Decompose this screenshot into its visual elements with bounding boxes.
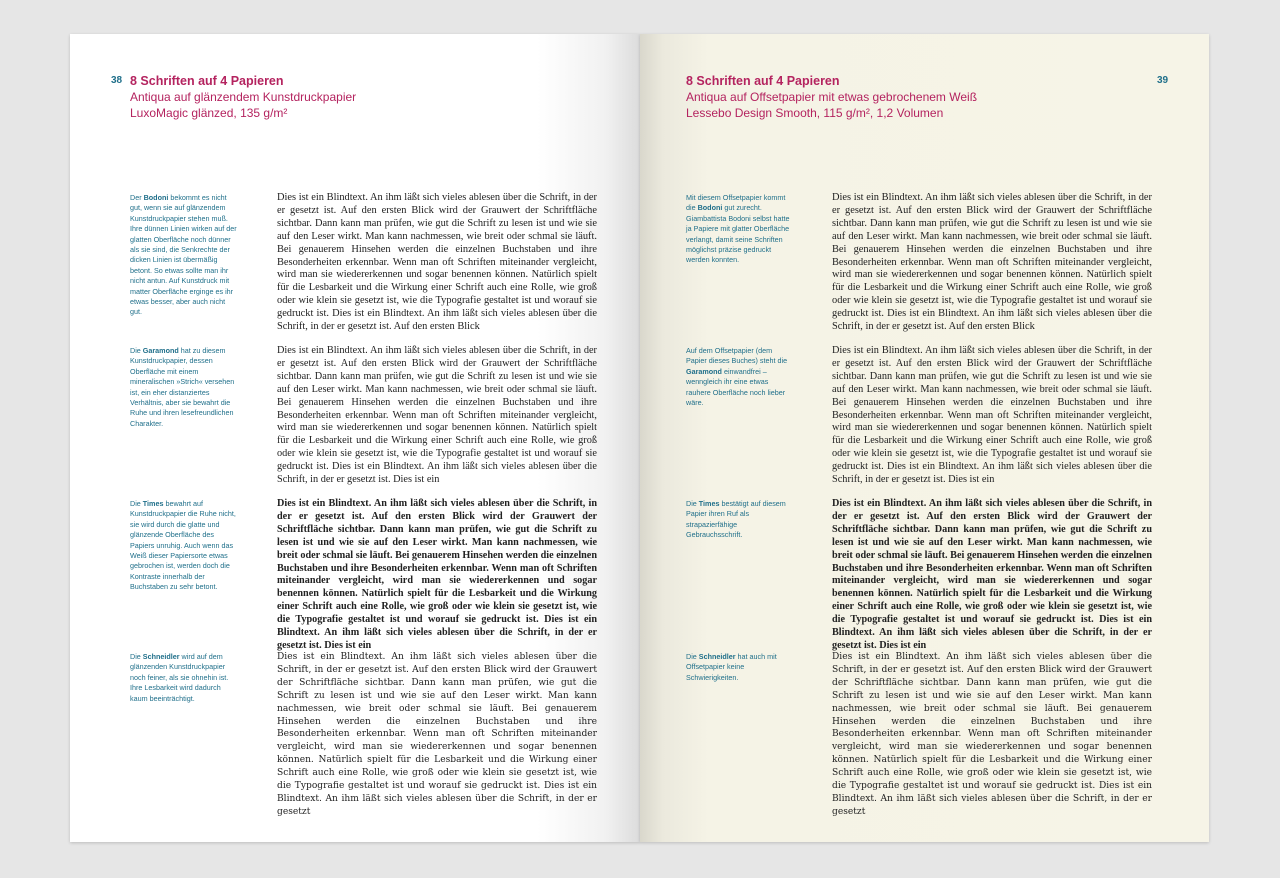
right-page-subtitle-spec: Lessebo Design Smooth, 115 g/m², 1,2 Volumen [686, 106, 944, 120]
sample-text-garamond-left: Dies ist ein Blindtext. An ihm läßt sich vieles ablesen über die Schrift, in der er gesetzt ist. Auf den ersten Blick wird der Grauwert der Schriftfläche sichtbar. Dann kann man prüfen, wie gut die Schrift zu lesen ist und wie sie auf den Leser wirkt. Man kann nachmessen, wie breit oder schmal sie läuft. Bei genauerem Hinsehen werden die einzelnen Buchstaben und ihre Besonderheiten erkennbar. Wenn man oft Schriften miteinander vergleicht, wird man sie wiedererkennen und sogar benennen können. Natürlich spielt für die Lesbarkeit und die Wirkung einer Schrift auch eine Rolle, wie groß oder wie klein sie gesetzt ist, wie die Typografie gestaltet ist und worauf sie gedruckt ist. Dies ist ein Blindtext. An ihm läßt sich vieles ablesen über die Schrift, in der er gesetzt ist. Dies ist ein [277, 345, 597, 486]
sample-text-times-right: Dies ist ein Blindtext. An ihm läßt sich vieles ablesen über die Schrift, in der er gesetzt ist. Auf den ersten Blick wird der Grauwert der Schriftfläche sichtbar. Dann kann man prüfen, wie gut die Schrift zu lesen ist und wie sie auf den Leser wirkt. Man kann nachmessen, wie breit oder schmal sie läuft. Bei genauerem Hinsehen werden die einzelnen Buchstaben und ihre Besonderheiten erkennbar. Wenn man oft Schriften miteinander vergleicht, wird man sie wiedererkennen und sogar benennen können. Natürlich spielt für die Lesbarkeit und die Wirkung einer Schrift auch eine Rolle, wie groß oder wie klein sie gesetzt ist, wie die Typografie gestaltet ist und worauf sie gedruckt ist. Dies ist ein Blindtext. An ihm läßt sich vieles ablesen über die Schrift, in der er gesetzt ist. Dies ist ein [832, 498, 1152, 651]
sample-text-bodoni-left: Dies ist ein Blindtext. An ihm läßt sich vieles ablesen über die Schrift, in der er gesetzt ist. Auf den ersten Blick wird der Grauwert der Schriftfläche sichtbar. Dann kann man prüfen, wie gut die Schrift zu lesen ist und wie sie auf den Leser wirkt. Man kann nachmessen, wie breit oder schmal sie läuft. Bei genauerem Hinsehen werden die einzelnen Buchstaben und ihre Besonderheiten erkennbar. Wenn man oft Schriften miteinander vergleicht, wird man sie wiedererkennen und sogar benennen können. Natürlich spielt für die Lesbarkeit und die Wirkung einer Schrift auch eine Rolle, wie groß oder wie klein sie gesetzt ist, wie die Typografie gestaltet ist und worauf sie gedruckt ist. Dies ist ein Blindtext. An ihm läßt sich vieles ablesen über die Schrift, in der er gesetzt ist. Auf den ersten Blick [277, 192, 597, 333]
right-page-subtitle-paper: Antiqua auf Offsetpapier mit etwas gebrochenem Weiß [686, 90, 978, 104]
sample-text-times-left: Dies ist ein Blindtext. An ihm läßt sich vieles ablesen über die Schrift, in der er gesetzt ist. Auf den ersten Blick wird der Grauwert der Schriftfläche sichtbar. Dann kann man prüfen, wie gut die Schrift zu lesen ist und wie sie auf den Leser wirkt. Man kann nachmessen, wie breit oder schmal sie läuft. Bei genauerem Hinsehen werden die einzelnen Buchstaben und ihre Besonderheiten erkennbar. Wenn man oft Schriften miteinander vergleicht, wird man sie wiedererkennen und sogar benennen können. Natürlich spielt für die Lesbarkeit und die Wirkung einer Schrift auch eine Rolle, wie groß oder wie klein sie gesetzt ist, wie die Typografie gestaltet ist und worauf sie gedruckt ist. Dies ist ein Blindtext. An ihm läßt sich vieles ablesen über die Schrift, in der er gesetzt ist. Dies ist ein [277, 498, 597, 651]
left-page-title: 8 Schriften auf 4 Papieren [130, 74, 284, 88]
sidenote-schneidler-left: Die Schneidler wird auf dem glänzenden Kunstdruckpapier noch feiner, als sie ohnehin ist. Ihre Lesbarkeit wird dadurch kaum beeinträchtigt. [130, 652, 229, 703]
left-page-subtitle-paper: Antiqua auf glänzendem Kunstdruckpapier [130, 90, 357, 104]
sidenote-bodoni-right: Mit diesem Offsetpapier kommt die Bodoni gut zurecht. Giambattista Bodoni selbst hatte ja Papiere mit glatter Oberfläche verlangt, damit seine Schriften möglichst präzise gedruckt werden konnten. [686, 193, 790, 265]
sidenote-bodoni-left: Der Bodoni bekommt es nicht gut, wenn sie auf glänzendem Kunstdruckpapier stehen muß. Ihre dünnen Linien wirken auf der glatten Oberfläche noch dünner als sie sind, die Senkrechte der dicken Linien ist übermäßig betont. So etwas sollte man ihr nicht antun. Auf Kunstdruck mit matter Oberfläche erginge es ihr etwas besser, aber auch nicht gut. [130, 193, 237, 317]
sidenote-garamond-left: Die Garamond hat zu diesem Kunstdruckpapier, dessen Oberfläche mit einem mineralischen »Strich« versehen ist, ein eher distanziertes Verhältnis, aber sie bewahrt die Ruhe und ihren lesefreundlichen Charakter. [130, 346, 235, 428]
page-number-left: 38 [111, 75, 123, 86]
sample-text-bodoni-right: Dies ist ein Blindtext. An ihm läßt sich vieles ablesen über die Schrift, in der er gesetzt ist. Auf den ersten Blick wird der Grauwert der Schriftfläche sichtbar. Dann kann man prüfen, wie gut die Schrift zu lesen ist und wie sie auf den Leser wirkt. Man kann nachmessen, wie breit oder schmal sie läuft. Bei genauerem Hinsehen werden die einzelnen Buchstaben und ihre Besonderheiten erkennbar. Wenn man oft Schriften miteinander vergleicht, wird man sie wiedererkennen und sogar benennen können. Natürlich spielt für die Lesbarkeit und die Wirkung einer Schrift auch eine Rolle, wie groß oder wie klein sie gesetzt ist, wie die Typografie gestaltet ist und worauf sie gedruckt ist. Dies ist ein Blindtext. An ihm läßt sich vieles ablesen über die Schrift, in der er gesetzt ist. Auf den ersten Blick [832, 192, 1152, 333]
sidenote-times-left: Die Times bewahrt auf Kunstdruckpapier die Ruhe nicht, sie wird durch die glatte und glänzende Oberfläche des Papiers unruhig. Auch wenn das Weiß dieser Papiersorte etwas gebrochen ist, werden doch die Kontraste innerhalb der Buchstaben zu sehr betont. [130, 499, 236, 592]
sample-text-schneidler-right: Dies ist ein Blindtext. An ihm läßt sich vieles ablesen über die Schrift, in der er gesetzt ist. Auf den ersten Blick wird der Grauwert der Schriftfläche sichtbar. Dann kann man prüfen, wie gut die Schrift zu lesen ist und wie sie auf den Leser wirkt. Man kann nachmessen, wie breit oder schmal sie läuft. Bei genauerem Hinsehen werden die einzelnen Buchstaben und ihre Besonderheiten erkennbar. Wenn man oft Schriften miteinander vergleicht, wird man sie wiedererkennen und sogar benennen können. Natürlich spielt für die Lesbarkeit und die Wirkung einer Schrift auch eine Rolle, wie groß oder wie klein sie gesetzt ist, wie die Typografie gestaltet ist und worauf sie gedruckt ist. Dies ist ein Blindtext. An ihm läßt sich vieles ablesen über die Schrift, in der er gesetzt [832, 652, 1152, 817]
sidenote-schneidler-right: Die Schneidler hat auch mit Offsetpapier keine Schwierigkeiten. [686, 652, 777, 682]
right-page-header [686, 73, 977, 121]
sample-text-schneidler-left: Dies ist ein Blindtext. An ihm läßt sich vieles ablesen über die Schrift, in der er gesetzt ist. Auf den ersten Blick wird der Grauwert der Schriftfläche sichtbar. Dann kann man prüfen, wie gut die Schrift zu lesen ist und wie sie auf den Leser wirkt. Man kann nachmessen, wie breit oder schmal sie läuft. Bei genauerem Hinsehen werden die einzelnen Buchstaben und ihre Besonderheiten erkennbar. Wenn man oft Schriften miteinander vergleicht, wird man sie wiedererkennen und sogar benennen können. Natürlich spielt für die Lesbarkeit und die Wirkung einer Schrift auch eine Rolle, wie groß oder wie klein sie gesetzt ist, wie die Typografie gestaltet ist und worauf sie gedruckt ist. Dies ist ein Blindtext. An ihm läßt sich vieles ablesen über die Schrift, in der er gesetzt [277, 652, 597, 817]
sample-text-garamond-right: Dies ist ein Blindtext. An ihm läßt sich vieles ablesen über die Schrift, in der er gesetzt ist. Auf den ersten Blick wird der Grauwert der Schriftfläche sichtbar. Dann kann man prüfen, wie gut die Schrift zu lesen ist und wie sie auf den Leser wirkt. Man kann nachmessen, wie breit oder schmal sie läuft. Bei genauerem Hinsehen werden die einzelnen Buchstaben und ihre Besonderheiten erkennbar. Wenn man oft Schriften miteinander vergleicht, wird man sie wiedererkennen und sogar benennen können. Natürlich spielt für die Lesbarkeit und die Wirkung einer Schrift auch eine Rolle, wie groß oder wie klein sie gesetzt ist, wie die Typografie gestaltet ist und worauf sie gedruckt ist. Dies ist ein Blindtext. An ihm läßt sich vieles ablesen über die Schrift, in der er gesetzt ist. Dies ist ein [832, 345, 1152, 486]
left-page-subtitle-spec: LuxoMagic glänzed, 135 g/m² [130, 106, 288, 120]
sidenote-garamond-right: Auf dem Offsetpapier (dem Papier dieses Buches) steht die Garamond einwandfrei – wenngleich ihr eine etwas rauhere Oberfläche noch lieber wäre. [686, 346, 788, 408]
sidenote-times-right: Die Times bestätigt auf diesem Papier ihren Ruf als strapazierfähige Gebrauchsschrift. [686, 499, 786, 540]
right-page-title: 8 Schriften auf 4 Papieren [686, 74, 840, 88]
page-number-right: 39 [1157, 75, 1169, 86]
left-page-header [130, 73, 356, 121]
